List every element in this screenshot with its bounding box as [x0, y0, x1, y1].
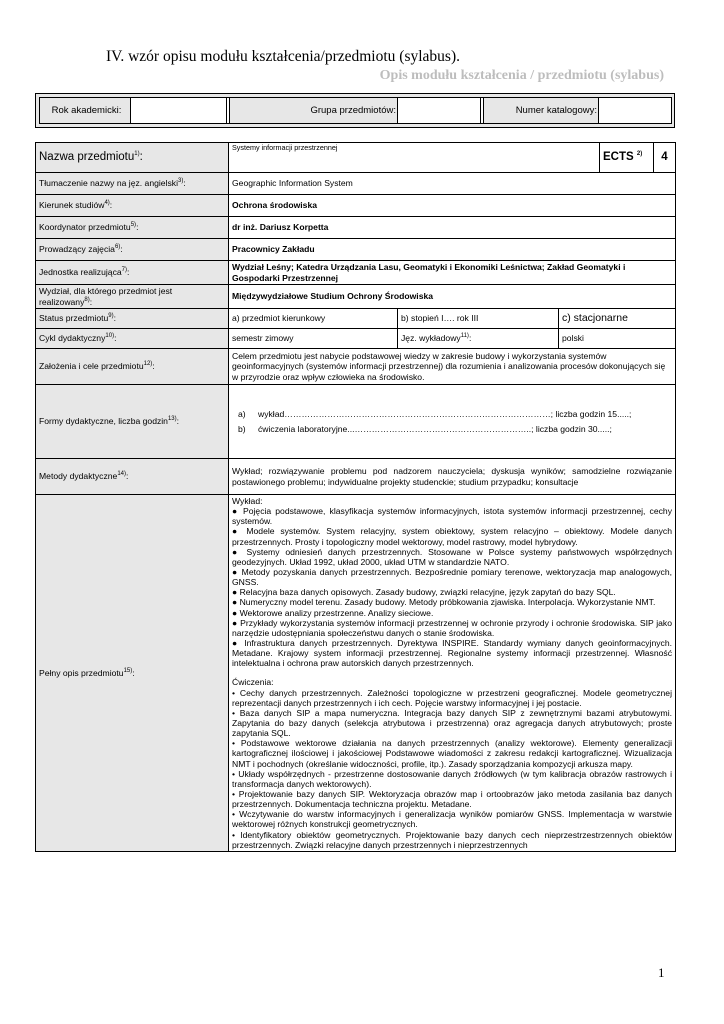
zal-label-cell: Założenia i cele przedmiotu$^{12)}$:	[36, 349, 229, 385]
metody-label: Metody dydaktyczne	[39, 471, 118, 482]
tlum-footnote: 3)	[178, 178, 184, 185]
wydz-value-cell	[229, 285, 676, 309]
catalog-header-bar	[35, 93, 675, 128]
list-item: ● Relacyjna baza danych opisowych. Zasady budowy, związki relacyjne, język zapytań do bazy SQL.	[232, 587, 616, 598]
cwiczenia-list	[232, 688, 672, 850]
jedn-value-cell	[229, 261, 676, 285]
zal-footnote: 12)	[143, 361, 153, 368]
forma-wyklad	[238, 409, 672, 419]
zal-value-cell	[229, 349, 676, 385]
zal-label: Założenia i cele przedmiotu	[39, 361, 144, 372]
nazwa-label: Nazwa przedmiotu	[39, 150, 135, 163]
row-status	[36, 309, 676, 329]
formy-footnote: 13)	[167, 416, 177, 423]
cykl-footnote: 10)	[105, 333, 115, 340]
list-item: • Baza danych SIP a mapa numeryczna. Integracja bazy danych SIP z zewnętrznymi bazami atrybutowymi. Zapytania do bazy danych (selekcja atrybutowa i przestrzenna) oraz agregacja danych atrybutowych; proste zapytania SQL.	[232, 707, 672, 739]
forma-a-text: wykład…………………………………………………………………………………; liczba godzin 15.....;	[258, 409, 632, 420]
numer-value-cell[interactable]	[598, 97, 672, 124]
status-a: a) przedmiot kierunkowy	[232, 313, 326, 324]
metody-value: Wykład; rozwiązywanie problemu pod nadzorem nauczyciela; dyskusja wyników; samodzielne rozwiązanie postawionego problemu; indywidualne projekty studenckie; studium przypadku; konsultacje	[232, 466, 672, 487]
formy-value-cell	[229, 385, 676, 459]
cwiczenia-heading: Ćwiczenia:	[232, 677, 274, 688]
list-item: ● Metody pozyskania danych przestrzennych. Bezpośrednie pomiary terenowe, wektoryzacja map analogowych, GNSS.	[232, 566, 672, 588]
forma-a-number: a)	[238, 409, 246, 420]
rok-label-cell	[39, 97, 134, 124]
rok-label: Rok akademicki:	[51, 105, 122, 116]
wydz-label-cell: Wydział, dla którego przedmiot jest realizowany$^{8)}$:	[36, 285, 229, 309]
jezyk-label: Jęz. wykładowy	[401, 333, 461, 344]
prow-label: Prowadzący zajęcia	[39, 244, 115, 255]
koord-label: Koordynator przedmiotu	[39, 222, 131, 233]
nazwa-value-cell	[229, 143, 600, 173]
jedn-label: Jednostka realizująca	[39, 267, 122, 278]
cykl-label: Cykl dydaktyczny	[39, 333, 106, 344]
jezyk-value: polski	[562, 333, 584, 344]
prow-footnote: 6)	[114, 244, 121, 251]
zal-value: Celem przedmiotu jest nabycie podstawowej wiedzy w zakresie budowy i wykorzystania systemów geoinformacyjnych (systemów informacji przestrzennej) dla rozumienia i analizowania procesów dokonujących się w przyrodzie oraz wpływ człowieka na środowisko.	[232, 351, 666, 382]
nazwa-label-cell: Nazwa przedmiotu$^{1)}$:	[36, 143, 229, 173]
status-a-cell	[229, 309, 398, 329]
opis-footnote: 15)	[123, 667, 133, 674]
grupa-value-cell[interactable]	[397, 97, 484, 124]
row-cykl	[36, 329, 676, 349]
row-wydzial	[36, 285, 676, 309]
kier-footnote: 4)	[104, 200, 110, 207]
document-title: IV. wzór opisu modułu kształcenia/przedmiotu (sylabus).	[106, 48, 460, 65]
status-b: b) stopień I…. rok III	[401, 313, 479, 324]
wyklad-heading: Wykład:	[232, 496, 263, 506]
status-b-cell	[398, 309, 559, 329]
ects-label-cell	[600, 143, 654, 173]
row-zalozenia	[36, 349, 676, 385]
jezyk-value-cell	[559, 329, 676, 349]
kier-label: Kierunek studiów	[39, 200, 105, 211]
numer-label-cell	[480, 97, 602, 124]
koord-value: dr inż. Dariusz Korpetta	[232, 222, 329, 233]
opis-label: Pełny opis przedmiotu	[39, 667, 124, 678]
document-subtitle: Opis modułu kształcenia / przedmiotu (sylabus)	[379, 68, 664, 83]
list-item: • Identyfikatory obiektów geometrycznych. Projektowanie bazy danych cech nieprzestrzestrzennych obiektów przestrzennych. Związki relacyjne danych przestrzennych i nieprzestrzennych	[232, 829, 672, 850]
forma-b-text: ćwiczenia laboratoryjne...……………………………………………………..; liczba godzin 30.....;	[258, 423, 612, 434]
row-formy	[36, 385, 676, 459]
nazwa-footnote: 1)	[134, 150, 140, 157]
rok-value-cell[interactable]	[130, 97, 230, 124]
list-item: • Wczytywanie do warstw informacyjnych i generalizacja wyników pomiarów GNSS. Implementacja w warstwie wektorowej różnych konstrukcji geometrycznych.	[232, 809, 672, 830]
status-label-cell: Status przedmiotu$^{9)}$:	[36, 309, 229, 329]
ects-value-cell	[654, 143, 676, 173]
forma-cwiczenia	[238, 424, 672, 434]
koord-value-cell	[229, 217, 676, 239]
row-nazwa	[36, 143, 676, 173]
prow-label-cell: Prowadzący zajęcia$^{6)}$:	[36, 239, 229, 261]
koord-footnote: 5)	[130, 222, 137, 229]
jedn-label-cell: Jednostka realizująca$^{7)}$:	[36, 261, 229, 285]
list-item: ● Modele systemów. System relacyjny, system obiektowy, system relacyjno – obiektowy. Modele danych przestrzennych. Prosty i topologiczny model wektorowy, model rastrowy, model hybrydowy.	[232, 526, 672, 547]
jedn-value: Wydział Leśny; Katedra Urządzania Lasu, Geomatyki i Ekonomiki Leśnictwa; Zakład Geomatyki i Gospodarki Przestrzennej	[232, 262, 626, 283]
list-item: ● Systemy odniesień danych przestrzennych. Stosowane w Polsce systemy państwowych współrzędnych geodezyjnych. Układ 1992, układ 2000, układ UTM w standardzie NATO.	[232, 546, 672, 567]
formy-label-cell: Formy dydaktyczne, liczba godzin$^{13)}$:	[36, 385, 229, 459]
tlum-label-cell: Tłumaczenie nazwy na jęz. angielski$^{3)}$:	[36, 173, 229, 195]
list-item: ● Pojęcia podstawowe, klasyfikacja systemów informacyjnych, istota systemów informacji przestrzennej, cechy systemów.	[232, 506, 672, 527]
grupa-label-cell	[226, 97, 401, 124]
list-item: • Cechy danych przestrzennych. Zależności topologiczne w przestrzeni geograficznej. Modele geometrycznej reprezentacji danych przestrzennych i ich cech. Pojęcie warstwy informacyjnej i jej postacie.	[232, 687, 672, 708]
cykl-value-cell	[229, 329, 398, 349]
jedn-footnote: 7)	[121, 267, 127, 274]
list-item: • Podstawowe wektorowe działania na danych przestrzennych (analizy wektorowe). Elementy generalizacji kartograficznej ilościowej i jakościowej Podstawowe wiadomości z zakresu redakcji kartograficznej. Wizualizacja NMT i pochodnych (określanie widoczności, profile, itp.). Zasady sporządzania kompozycji arkusza mapy.	[232, 738, 672, 769]
tlum-value-cell	[229, 173, 676, 195]
tlum-value: Geographic Information System	[232, 178, 353, 189]
metody-label-cell: Metody dydaktyczne$^{14)}$:	[36, 459, 229, 495]
opis-value-cell	[229, 495, 676, 852]
wyklad-list	[232, 506, 672, 668]
row-koordynator	[36, 217, 676, 239]
cykl-label-cell: Cykl dydaktyczny$^{10)}$:	[36, 329, 229, 349]
row-metody	[36, 459, 676, 495]
cykl-value: semestr zimowy	[232, 333, 294, 344]
wydz-value: Międzywydziałowe Studium Ochrony Środowiska	[232, 291, 434, 302]
ects-value: 4	[661, 150, 668, 163]
wydz-footnote: 8)	[84, 296, 90, 303]
page-number: 1	[658, 965, 665, 980]
list-item: • Układy współrzędnych - przestrzenne dostosowanie danych źródłowych (w tym kalibracja obrazów rastrowych i transformacja danych wektorowych).	[232, 768, 672, 789]
forma-b-number: b)	[238, 423, 246, 434]
row-jednostka	[36, 261, 676, 285]
kier-value: Ochrona środowiska	[232, 200, 318, 211]
metody-footnote: 14)	[117, 471, 127, 478]
prow-value: Pracownicy Zakładu	[232, 244, 315, 255]
ects-label: ECTS	[603, 150, 634, 163]
koord-label-cell: Koordynator przedmiotu$^{5)}$:	[36, 217, 229, 239]
kier-label-cell: Kierunek studiów$^{4)}$:	[36, 195, 229, 217]
metody-value-cell	[229, 459, 676, 495]
status-footnote: 9)	[108, 313, 114, 320]
grupa-label: Grupa przedmiotów:	[310, 105, 396, 116]
ects-footnote: 2)	[636, 150, 643, 157]
formy-label: Formy dydaktyczne, liczba godzin	[39, 416, 168, 427]
nazwa-value: Systemy informacji przestrzennej	[232, 143, 338, 152]
jezyk-label-cell: Jęz. wykładowy$^{11)}$:	[398, 329, 559, 349]
row-kierunek	[36, 195, 676, 217]
status-c-cell	[559, 309, 676, 329]
opis-label-cell: Pełny opis przedmiotu$^{15)}$:	[36, 495, 229, 852]
row-prowadzacy	[36, 239, 676, 261]
list-item: • Projektowanie bazy danych SIP. Wektoryzacja obrazów map i ortoobrazów jako metoda zasilania baz danych przestrzennych. Dokumentacja techniczna projektu. Metadane.	[232, 788, 672, 810]
syllabus-table	[35, 142, 676, 852]
jezyk-footnote: 11)	[460, 333, 469, 340]
prow-value-cell	[229, 239, 676, 261]
kier-value-cell	[229, 195, 676, 217]
list-item: ● Wektorowe analizy przestrzenne. Analizy sieciowe.	[232, 607, 434, 618]
status-c: c) stacjonarne	[562, 312, 628, 325]
list-item: ● Infrastruktura danych przestrzennych. Dyrektywa INSPIRE. Standardy wymiany danych geoinformacyjnych. Metadane. Krajowy system informacji przestrzennej. Regionalne systemy informacji przestrzennej. Własność intelektualna i ochrona praw autorskich danych przestrzennych.	[232, 637, 672, 669]
row-opis	[36, 495, 676, 852]
numer-label: Numer katalogowy:	[515, 105, 597, 116]
row-tlumaczenie	[36, 173, 676, 195]
wydz-label: Wydział, dla którego przedmiot jest realizowany	[39, 286, 173, 307]
list-item: ● Numeryczny model terenu. Zasady budowy. Metody próbkowania zjawiska. Interpolacja. Wykorzystanie NMT.	[232, 597, 656, 608]
status-label: Status przedmiotu	[39, 313, 109, 324]
tlum-label: Tłumaczenie nazwy na jęz. angielski	[39, 178, 178, 189]
list-item: ● Przykłady wykorzystania systemów informacji przestrzennej w ochronie przyrody i ochronie środowiska. SIP jako narzędzie udostępniania społeczeństwu danych o stanie środowiska.	[232, 617, 672, 638]
